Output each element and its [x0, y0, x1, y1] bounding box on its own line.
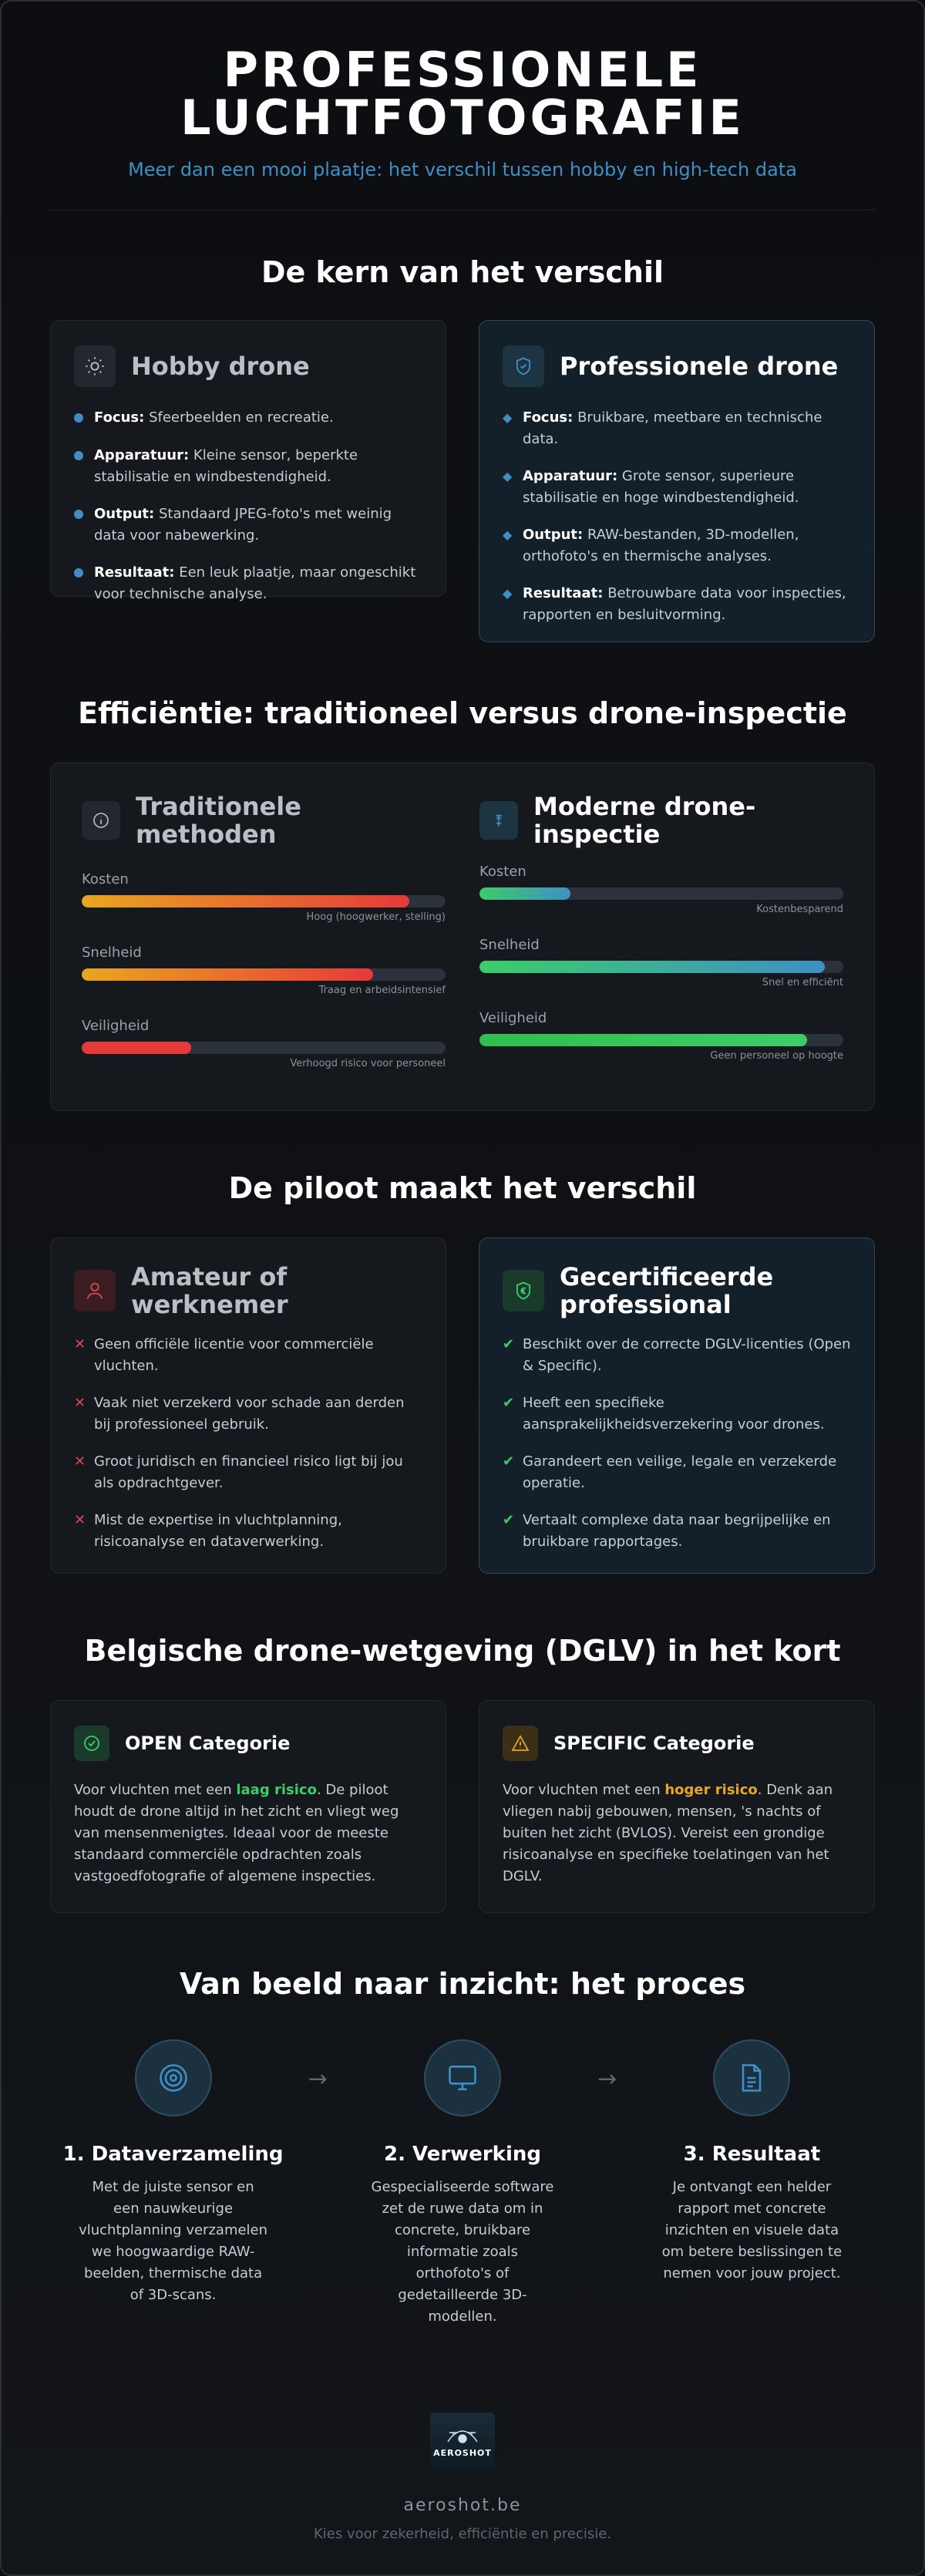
document-icon	[713, 2039, 790, 2116]
efficiency-card	[50, 763, 875, 1111]
logo-text: AEROSHOT	[433, 2447, 492, 2458]
pro-list	[503, 407, 851, 626]
bar-label: Kosten	[82, 871, 129, 887]
footer	[2, 2413, 923, 2542]
user-icon	[74, 1270, 116, 1312]
high-risk-highlight: hoger risico	[664, 1782, 758, 1798]
amateur-list	[74, 1334, 422, 1553]
cross-icon: ✕	[74, 1395, 86, 1411]
list-item: ◆ Apparatuur: Grote sensor, superieure stabilisatie en hoge windbestendigheid.	[503, 466, 851, 509]
pilot-comparison	[50, 1237, 875, 1574]
bar-fill	[82, 1042, 191, 1054]
section-title-process: Van beeld naar inzicht: het proces	[179, 1967, 746, 2001]
aeroshot-logo	[430, 2413, 495, 2470]
check-icon: ✔	[503, 1512, 515, 1528]
list-item: ✔ Beschikt over de correcte DGLV-licenties (Open & Specific).	[503, 1334, 851, 1377]
list-item: Apparatuur: Kleine sensor, beperkte stabilisatie en windbestendigheid.	[74, 445, 422, 488]
section-title-efficiency: Efficiëntie: traditioneel versus drone-inspectie	[78, 696, 847, 730]
list-item: ✕ Geen officiële licentie voor commerciële vluchten.	[74, 1334, 422, 1377]
step-title: 1. Dataverzameling	[62, 2143, 284, 2166]
low-risk-highlight: laag risico	[236, 1782, 317, 1798]
bar-note: Hoog (hoogwerker, stelling)	[306, 911, 446, 923]
diamond-icon: ◆	[503, 527, 513, 542]
bar-track	[479, 961, 843, 973]
list-item: Output: Standaard JPEG-foto's met weinig data voor nabewerking.	[74, 503, 422, 547]
shield-euro-icon	[503, 1270, 544, 1312]
traditional-title: Traditionele methoden	[136, 792, 301, 849]
arrow-right-icon: →	[308, 2066, 328, 2093]
step-text: Gespecialiseerde software zet de ruwe data om in concrete, bruikbare informatie zoals orthofoto's of gedetailleerde 3D-modellen.	[371, 2179, 554, 2325]
bar-label: Snelheid	[82, 945, 142, 961]
bar-track	[479, 887, 843, 900]
specific-description: Voor vluchten met een hoger risico. Denk aan vliegen nabij gebouwen, mensen, 's nachts of buiten het zicht (BVLOS). Vereist een grondige risicoanalyse en specifieke toelatingen van het DGLV.	[503, 1782, 833, 1884]
bar-row	[479, 1010, 843, 1062]
bar-track	[479, 1034, 843, 1046]
open-description: Voor vluchten met een laag risico. De piloot houdt de drone altijd in het zicht en vliegt weg van mensenmenigtes. Ideaal voor de meeste standaard commerciële opdrachten zoals vastgoedfotografie of algemene inspecties.	[74, 1782, 399, 1884]
pro-card-title: Professionele drone	[560, 352, 839, 381]
list-item: ◆ Resultaat: Betrouwbare data voor inspecties, rapporten en besluitvorming.	[503, 583, 851, 626]
bar-row	[479, 937, 843, 988]
open-header	[74, 1726, 422, 1761]
certified-card	[479, 1237, 875, 1574]
bar-row	[82, 1018, 446, 1069]
bar-fill	[479, 961, 825, 973]
specific-header	[503, 1726, 851, 1761]
list-item: ✔ Vertaalt complexe data naar begrijpelijke en bruikbare rapportages.	[503, 1510, 851, 1553]
arrow-right-icon: →	[597, 2066, 617, 2093]
website-link[interactable]: aeroshot.be	[403, 2496, 522, 2515]
check-icon: ✔	[503, 1453, 515, 1470]
diamond-icon: ◆	[503, 586, 513, 601]
section-title-core: De kern van het verschil	[261, 255, 664, 289]
bar-fill	[479, 1034, 807, 1046]
diamond-icon: ◆	[503, 469, 513, 483]
step-title: 3. Resultaat	[683, 2143, 821, 2166]
hobby-card-header	[74, 345, 422, 387]
bullet-dot-icon	[74, 407, 94, 429]
section-title-dglv: Belgische drone-wetgeving (DGLV) in het kort	[84, 1634, 841, 1668]
hobby-list	[74, 407, 422, 605]
sun-icon	[74, 345, 116, 387]
bar-label: Veiligheid	[479, 1010, 547, 1026]
dglv-comparison	[50, 1700, 875, 1913]
bar-label: Veiligheid	[82, 1018, 150, 1034]
bar-row	[82, 871, 446, 923]
list-item: ✕ Mist de expertise in vluchtplanning, risicoanalyse en dataverwerking.	[74, 1510, 422, 1553]
drone-icon	[479, 801, 518, 840]
section-title-pilot: De piloot maakt het verschil	[228, 1171, 697, 1205]
traditional-header	[82, 793, 446, 848]
list-item: Resultaat: Een leuk plaatje, maar ongeschikt voor technische analyse.	[74, 562, 422, 605]
list-item: ◆ Output: RAW-bestanden, 3D-modellen, orthofoto's en thermische analyses.	[503, 524, 851, 567]
bullet-dot-icon	[74, 445, 94, 488]
hobby-card-title: Hobby drone	[131, 352, 310, 381]
modern-column	[479, 793, 843, 1081]
cross-icon: ✕	[74, 1512, 86, 1528]
info-icon	[82, 801, 120, 840]
pro-card-header	[503, 345, 851, 387]
tagline: Kies voor zekerheid, efficiëntie en precisie.	[313, 2526, 612, 2542]
bar-label: Snelheid	[479, 937, 540, 953]
bar-note: Geen personeel op hoogte	[710, 1050, 843, 1062]
bar-note: Kostenbesparend	[756, 904, 843, 915]
shield-check-icon	[503, 345, 544, 387]
bullet-dot-icon	[74, 503, 94, 547]
check-circle-icon	[74, 1726, 109, 1761]
certified-list	[503, 1334, 851, 1553]
amateur-title: Amateur of werknemer	[131, 1262, 288, 1319]
cross-icon: ✕	[74, 1453, 86, 1470]
specific-title: SPECIFIC Categorie	[553, 1732, 755, 1754]
bar-fill	[82, 968, 373, 981]
step-text: Je ontvangt een helder rapport met concrete inzichten en visuele data om betere beslissingen te nemen voor jouw project.	[661, 2179, 843, 2281]
certified-title: Gecertificeerde professional	[560, 1262, 774, 1319]
bar-track	[82, 1042, 446, 1054]
bar-fill	[479, 887, 570, 900]
process-step-collection	[50, 2039, 296, 2328]
step-title: 2. Verwerking	[384, 2143, 541, 2166]
bar-track	[82, 968, 446, 981]
list-item: ✔ Garandeert een veilige, legale en verzekerde operatie.	[503, 1451, 851, 1494]
cross-icon: ✕	[74, 1336, 86, 1352]
diamond-icon: ◆	[503, 410, 513, 425]
target-icon	[135, 2039, 212, 2116]
amateur-header	[74, 1263, 422, 1318]
pro-drone-card	[479, 320, 875, 642]
process-steps	[50, 2039, 875, 2328]
hobby-drone-card	[50, 320, 446, 602]
page-subtitle: Meer dan een mooi plaatje: het verschil tussen hobby en high-tech data	[128, 159, 797, 180]
monitor-icon	[424, 2039, 501, 2116]
list-item: Focus: Sfeerbeelden en recreatie.	[74, 407, 422, 429]
process-step-result	[629, 2039, 875, 2328]
traditional-bars	[82, 871, 446, 1069]
list-item: ◆ Focus: Bruikbare, meetbare en technische data.	[503, 407, 851, 450]
amateur-card	[50, 1237, 446, 1574]
bar-track	[82, 895, 446, 907]
bar-row	[82, 945, 446, 996]
step-text: Met de juiste sensor en een nauwkeurige vluchtplanning verzamelen we hoogwaardige RAW-beelden, thermische data of 3D-scans.	[79, 2179, 268, 2303]
bar-label: Kosten	[479, 864, 526, 880]
certified-header	[503, 1263, 851, 1318]
specific-category-card	[479, 1700, 875, 1913]
page-title: PROFESSIONELE LUCHTFOTOGRAFIE	[180, 42, 745, 146]
process-step-processing	[339, 2039, 585, 2328]
header	[2, 2, 923, 210]
bar-note: Snel en efficiënt	[762, 977, 843, 988]
open-title: OPEN Categorie	[125, 1732, 291, 1754]
open-category-card	[50, 1700, 446, 1913]
bar-fill	[82, 895, 409, 907]
list-item: ✕ Groot juridisch en financieel risico ligt bij jou als opdrachtgever.	[74, 1451, 422, 1494]
bar-note: Traag en arbeidsintensief	[318, 985, 446, 996]
list-item: ✕ Vaak niet verzekerd voor schade aan derden bij professioneel gebruik.	[74, 1392, 422, 1436]
list-item: ✔ Heeft een specifieke aansprakelijkheidsverzekering voor drones.	[503, 1392, 851, 1436]
modern-bars	[479, 864, 843, 1062]
check-icon: ✔	[503, 1336, 515, 1352]
check-icon: ✔	[503, 1395, 515, 1411]
bullet-dot-icon	[74, 562, 94, 605]
warning-icon	[503, 1726, 538, 1761]
core-comparison	[50, 320, 875, 642]
bar-note: Verhoogd risico voor personeel	[290, 1058, 446, 1069]
traditional-column	[82, 793, 446, 1081]
bar-row	[479, 864, 843, 915]
modern-title: Moderne drone-inspectie	[533, 792, 756, 849]
modern-header	[479, 793, 843, 848]
